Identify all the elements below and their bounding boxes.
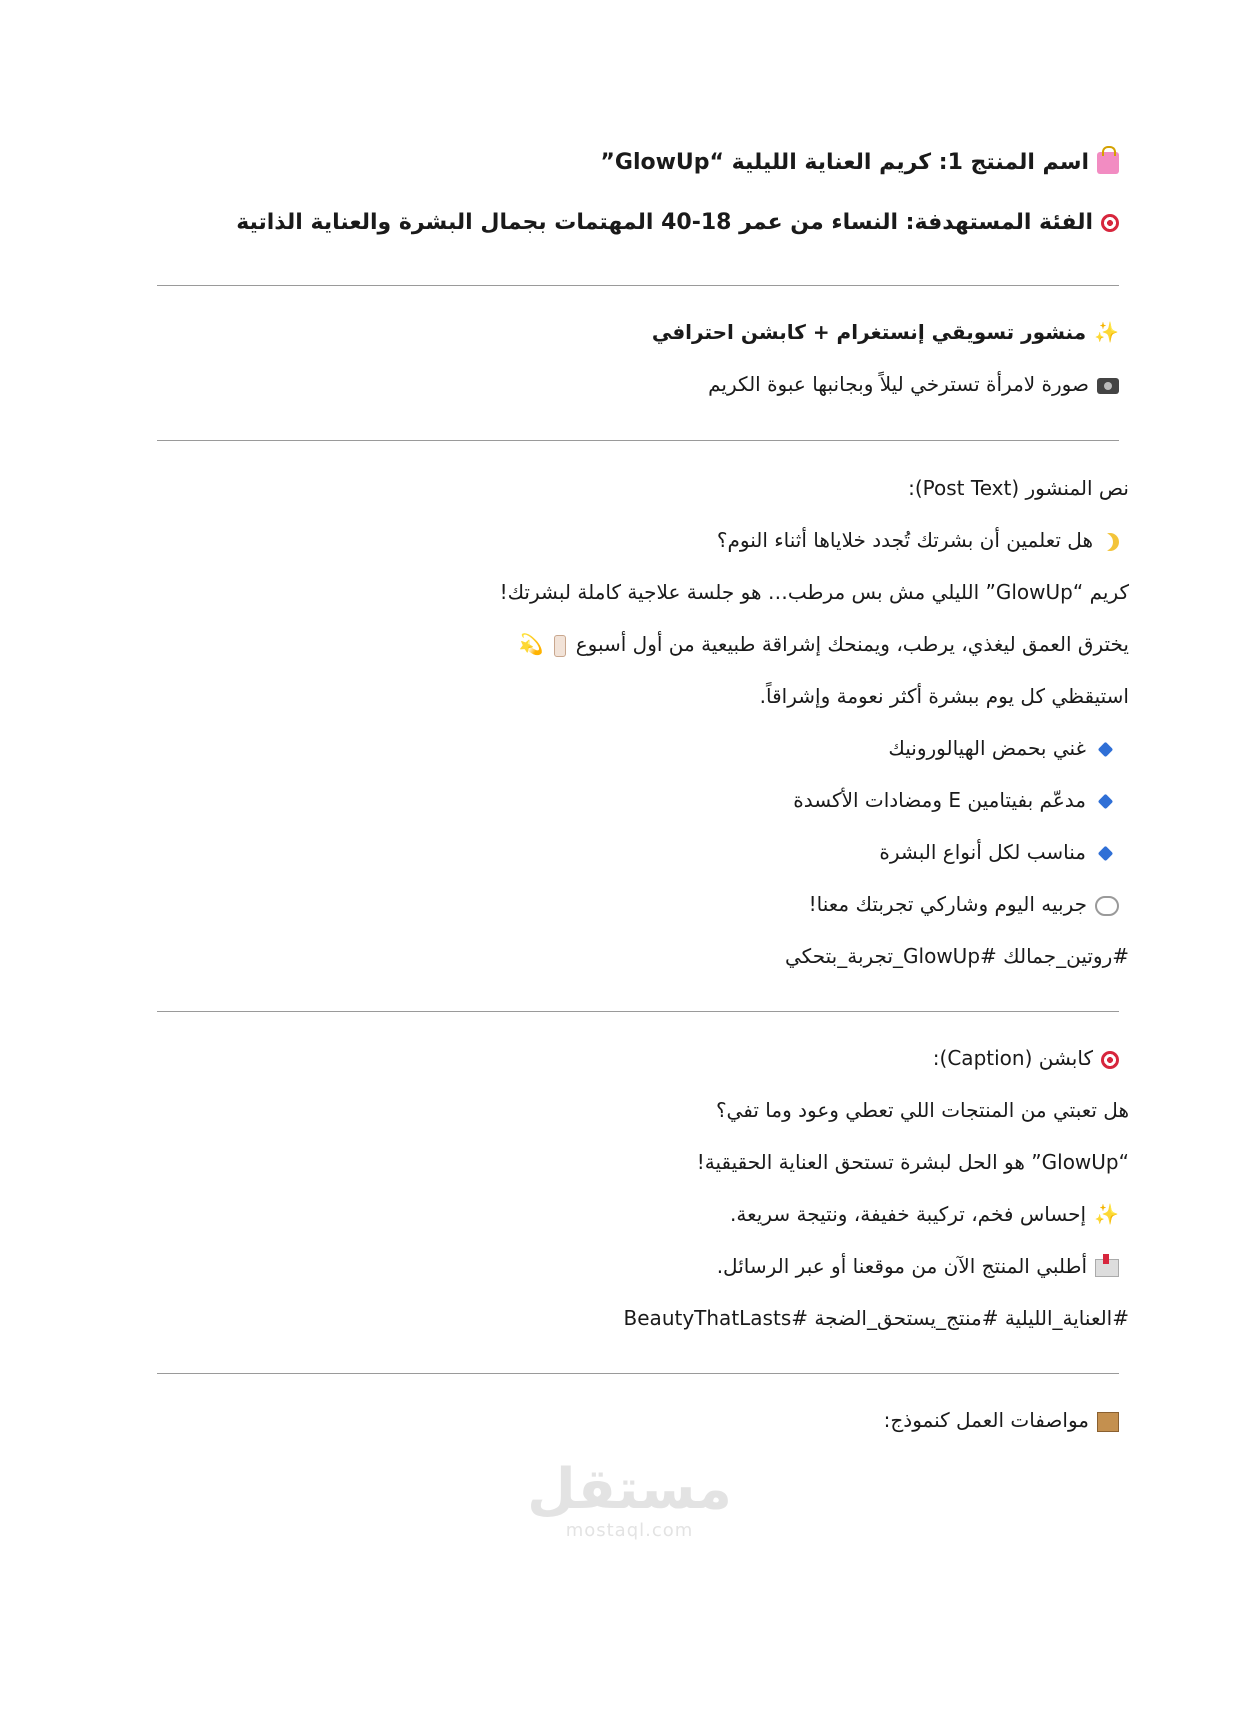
crescent-moon-icon [1101, 533, 1119, 551]
feature-text: مناسب لكل أنواع البشرة [879, 840, 1086, 864]
post-question [140, 525, 1119, 555]
sparkles-icon: ✨ [1094, 1202, 1119, 1226]
divider [157, 1011, 1119, 1012]
target-icon [1101, 214, 1119, 232]
dizzy-icon: 💫 [518, 632, 544, 656]
divider [157, 285, 1119, 286]
image-description [140, 369, 1119, 399]
feature-item [140, 785, 1119, 815]
watermark-arabic: مستقل [527, 1457, 732, 1522]
post-hashtags: #روتين_جمالك #GlowUp_تجربة_بتحكي [785, 944, 1129, 968]
envelope-with-arrow-icon [1095, 1259, 1119, 1277]
sparkles-icon: ✨ [1094, 320, 1119, 344]
feature-text: مدعّم بفيتامين E ومضادات الأكسدة [793, 788, 1086, 812]
post-title-text: منشور تسويقي إنستغرام + كابشن احترافي [651, 320, 1087, 344]
caption-line-3-text: إحساس فخم، تركيبة خفيفة، ونتيجة سريعة. [730, 1202, 1087, 1226]
target-audience-text: الفئة المستهدفة: النساء من عمر 18-40 المهتمات بجمال البشرة والعناية الذاتية [236, 210, 1093, 235]
shopping-bags-icon [1097, 152, 1119, 174]
target-audience [140, 208, 1119, 238]
package-icon [1097, 1412, 1119, 1432]
mostaql-watermark [0, 1457, 1259, 1541]
divider [157, 1373, 1119, 1374]
specs-heading-text: مواصفات العمل كنموذج: [883, 1408, 1089, 1432]
caption-heading [140, 1043, 1119, 1073]
divider [157, 440, 1119, 441]
caption-heading-text: كابشن (Caption): [932, 1046, 1093, 1070]
post-line-2-text: يخترق العمق ليغذي، يرطب، ويمنحك إشراقة طبيعية من أول أسبوع [575, 632, 1129, 656]
image-description-text: صورة لامرأة تسترخي ليلاً وبجانبها عبوة الكريم [708, 372, 1089, 396]
post-text-heading: نص المنشور (Post Text): [908, 476, 1129, 500]
post-cta [140, 889, 1119, 919]
lotion-bottle-icon [554, 635, 566, 657]
caption-line-4 [140, 1251, 1119, 1281]
caption-line-4-text: أطلبي المنتج الآن من موقعنا أو عبر الرسائل. [716, 1254, 1087, 1278]
feature-item [140, 733, 1119, 763]
post-title [140, 317, 1119, 347]
caption-hashtags: #العناية_الليلية #منتج_يستحق_الضجة #BeautyThatLasts [623, 1306, 1129, 1330]
blue-diamond-icon [1098, 742, 1114, 758]
product-name [140, 148, 1119, 178]
post-question-text: هل تعلمين أن بشرتك تُجدد خلاياها أثناء النوم؟ [716, 528, 1093, 552]
blue-diamond-icon [1098, 794, 1114, 810]
camera-flash-icon [1097, 378, 1119, 394]
caption-line-2: “GlowUp” هو الحل لبشرة تستحق العناية الحقيقية! [696, 1150, 1129, 1174]
specs-heading [140, 1405, 1119, 1435]
caption-line-3 [140, 1199, 1119, 1229]
speech-bubble-icon [1095, 896, 1119, 916]
caption-line-1: هل تعبتي من المنتجات اللي تعطي وعود وما تفي؟ [715, 1098, 1129, 1122]
product-name-text: اسم المنتج 1: كريم العناية الليلية “GlowUp” [600, 150, 1089, 175]
post-line-2 [140, 629, 1129, 659]
post-cta-text: جربيه اليوم وشاركي تجربتك معنا! [808, 892, 1087, 916]
post-line-1: كريم “GlowUp” الليلي مش بس مرطب… هو جلسة علاجية كاملة لبشرتك! [499, 580, 1129, 604]
blue-diamond-icon [1098, 846, 1114, 862]
target-icon [1101, 1051, 1119, 1069]
watermark-latin: mostaql.com [565, 1520, 694, 1541]
feature-text: غني بحمض الهيالورونيك [888, 736, 1086, 760]
post-line-3: استيقظي كل يوم ببشرة أكثر نعومة وإشراقاً. [759, 684, 1129, 708]
feature-item [140, 837, 1119, 867]
